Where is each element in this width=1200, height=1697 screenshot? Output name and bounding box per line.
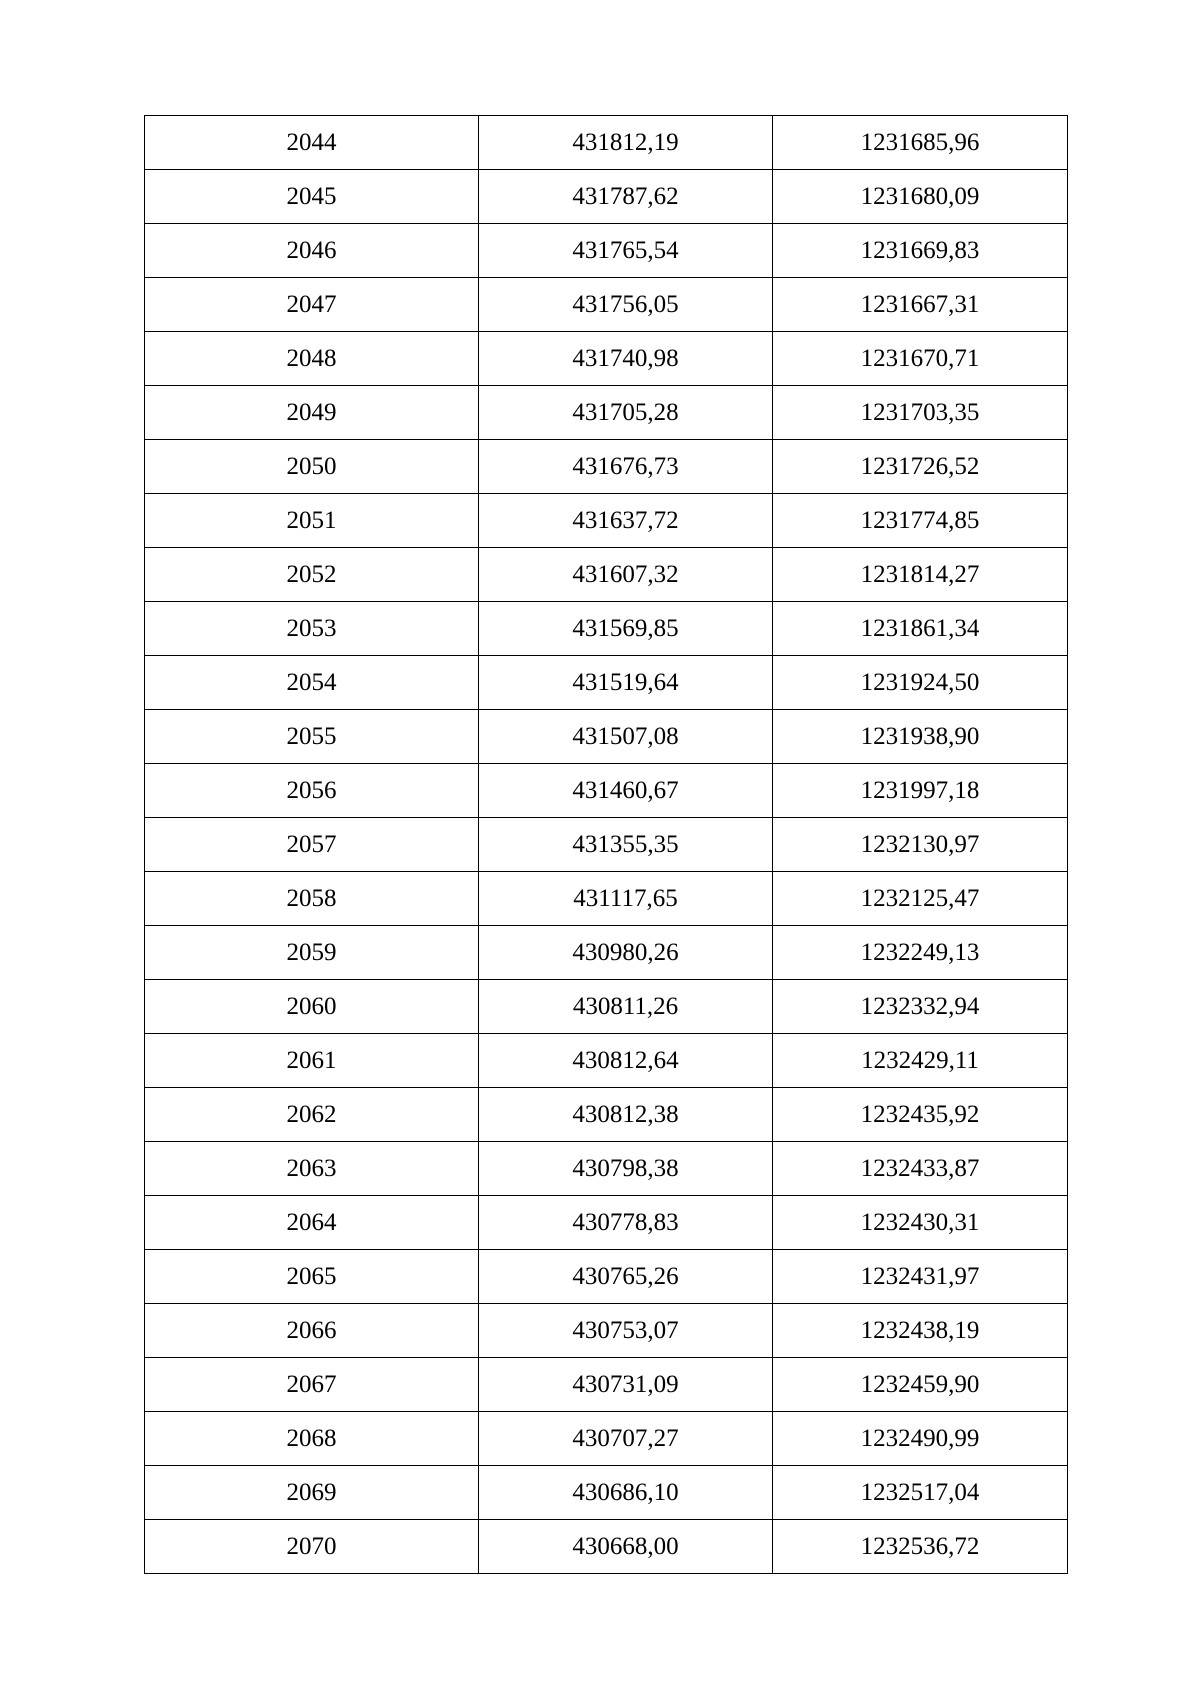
table-row: [145, 1412, 1068, 1466]
x-coordinate-cell: 431705,28: [479, 386, 773, 440]
x-coordinate-cell: 430731,09: [479, 1358, 773, 1412]
table-row: [145, 1034, 1068, 1088]
table-row: [145, 926, 1068, 980]
table-row: [145, 1358, 1068, 1412]
point-number-cell: 2052: [145, 548, 479, 602]
y-coordinate-cell: 1231924,50: [773, 656, 1068, 710]
point-number-cell: 2055: [145, 710, 479, 764]
table-row: [145, 386, 1068, 440]
y-coordinate-cell: 1231938,90: [773, 710, 1068, 764]
table-row: [145, 1196, 1068, 1250]
y-coordinate-cell: 1232130,97: [773, 818, 1068, 872]
y-coordinate-cell: 1232536,72: [773, 1520, 1068, 1574]
x-coordinate-cell: 430812,64: [479, 1034, 773, 1088]
table-row: [145, 116, 1068, 170]
table-row: [145, 224, 1068, 278]
table-row: [145, 1142, 1068, 1196]
point-number-cell: 2047: [145, 278, 479, 332]
x-coordinate-cell: 431765,54: [479, 224, 773, 278]
y-coordinate-cell: 1232459,90: [773, 1358, 1068, 1412]
y-coordinate-cell: 1232435,92: [773, 1088, 1068, 1142]
point-number-cell: 2070: [145, 1520, 479, 1574]
point-number-cell: 2049: [145, 386, 479, 440]
y-coordinate-cell: 1232249,13: [773, 926, 1068, 980]
y-coordinate-cell: 1232431,97: [773, 1250, 1068, 1304]
point-number-cell: 2062: [145, 1088, 479, 1142]
x-coordinate-cell: 431507,08: [479, 710, 773, 764]
x-coordinate-cell: 431607,32: [479, 548, 773, 602]
x-coordinate-cell: 431740,98: [479, 332, 773, 386]
table-row: [145, 548, 1068, 602]
y-coordinate-cell: 1232429,11: [773, 1034, 1068, 1088]
x-coordinate-cell: 431569,85: [479, 602, 773, 656]
table-row: [145, 494, 1068, 548]
x-coordinate-cell: 430753,07: [479, 1304, 773, 1358]
x-coordinate-cell: 431787,62: [479, 170, 773, 224]
table-row: [145, 710, 1068, 764]
x-coordinate-cell: 431637,72: [479, 494, 773, 548]
x-coordinate-cell: 431676,73: [479, 440, 773, 494]
point-number-cell: 2058: [145, 872, 479, 926]
point-number-cell: 2068: [145, 1412, 479, 1466]
point-number-cell: 2044: [145, 116, 479, 170]
table-row: [145, 440, 1068, 494]
table-row: [145, 818, 1068, 872]
point-number-cell: 2063: [145, 1142, 479, 1196]
point-number-cell: 2056: [145, 764, 479, 818]
x-coordinate-cell: 430765,26: [479, 1250, 773, 1304]
y-coordinate-cell: 1231726,52: [773, 440, 1068, 494]
table-row: [145, 332, 1068, 386]
y-coordinate-cell: 1232332,94: [773, 980, 1068, 1034]
x-coordinate-cell: 431117,65: [479, 872, 773, 926]
point-number-cell: 2065: [145, 1250, 479, 1304]
table-row: [145, 602, 1068, 656]
x-coordinate-cell: 431812,19: [479, 116, 773, 170]
x-coordinate-cell: 430686,10: [479, 1466, 773, 1520]
point-number-cell: 2048: [145, 332, 479, 386]
y-coordinate-cell: 1232430,31: [773, 1196, 1068, 1250]
point-number-cell: 2045: [145, 170, 479, 224]
point-number-cell: 2046: [145, 224, 479, 278]
y-coordinate-cell: 1232125,47: [773, 872, 1068, 926]
table-row: [145, 1466, 1068, 1520]
point-number-cell: 2053: [145, 602, 479, 656]
y-coordinate-cell: 1231703,35: [773, 386, 1068, 440]
x-coordinate-cell: 431756,05: [479, 278, 773, 332]
y-coordinate-cell: 1231680,09: [773, 170, 1068, 224]
point-number-cell: 2064: [145, 1196, 479, 1250]
x-coordinate-cell: 430668,00: [479, 1520, 773, 1574]
x-coordinate-cell: 430980,26: [479, 926, 773, 980]
table-row: [145, 170, 1068, 224]
x-coordinate-cell: 430798,38: [479, 1142, 773, 1196]
point-number-cell: 2061: [145, 1034, 479, 1088]
x-coordinate-cell: 430812,38: [479, 1088, 773, 1142]
x-coordinate-cell: 430707,27: [479, 1412, 773, 1466]
y-coordinate-cell: 1231685,96: [773, 116, 1068, 170]
coordinates-table-body: [145, 116, 1068, 1574]
y-coordinate-cell: 1232490,99: [773, 1412, 1068, 1466]
x-coordinate-cell: 431355,35: [479, 818, 773, 872]
table-row: [145, 1304, 1068, 1358]
point-number-cell: 2057: [145, 818, 479, 872]
y-coordinate-cell: 1232433,87: [773, 1142, 1068, 1196]
y-coordinate-cell: 1231861,34: [773, 602, 1068, 656]
y-coordinate-cell: 1232438,19: [773, 1304, 1068, 1358]
x-coordinate-cell: 431460,67: [479, 764, 773, 818]
x-coordinate-cell: 430811,26: [479, 980, 773, 1034]
x-coordinate-cell: 430778,83: [479, 1196, 773, 1250]
table-row: [145, 980, 1068, 1034]
table-row: [145, 1088, 1068, 1142]
y-coordinate-cell: 1232517,04: [773, 1466, 1068, 1520]
table-row: [145, 656, 1068, 710]
table-row: [145, 1520, 1068, 1574]
point-number-cell: 2054: [145, 656, 479, 710]
point-number-cell: 2059: [145, 926, 479, 980]
y-coordinate-cell: 1231814,27: [773, 548, 1068, 602]
y-coordinate-cell: 1231670,71: [773, 332, 1068, 386]
y-coordinate-cell: 1231997,18: [773, 764, 1068, 818]
point-number-cell: 2060: [145, 980, 479, 1034]
x-coordinate-cell: 431519,64: [479, 656, 773, 710]
y-coordinate-cell: 1231774,85: [773, 494, 1068, 548]
y-coordinate-cell: 1231667,31: [773, 278, 1068, 332]
table-row: [145, 764, 1068, 818]
table-row: [145, 1250, 1068, 1304]
point-number-cell: 2067: [145, 1358, 479, 1412]
table-row: [145, 872, 1068, 926]
y-coordinate-cell: 1231669,83: [773, 224, 1068, 278]
table-row: [145, 278, 1068, 332]
coordinates-table: [144, 115, 1068, 1574]
point-number-cell: 2051: [145, 494, 479, 548]
point-number-cell: 2050: [145, 440, 479, 494]
point-number-cell: 2066: [145, 1304, 479, 1358]
point-number-cell: 2069: [145, 1466, 479, 1520]
